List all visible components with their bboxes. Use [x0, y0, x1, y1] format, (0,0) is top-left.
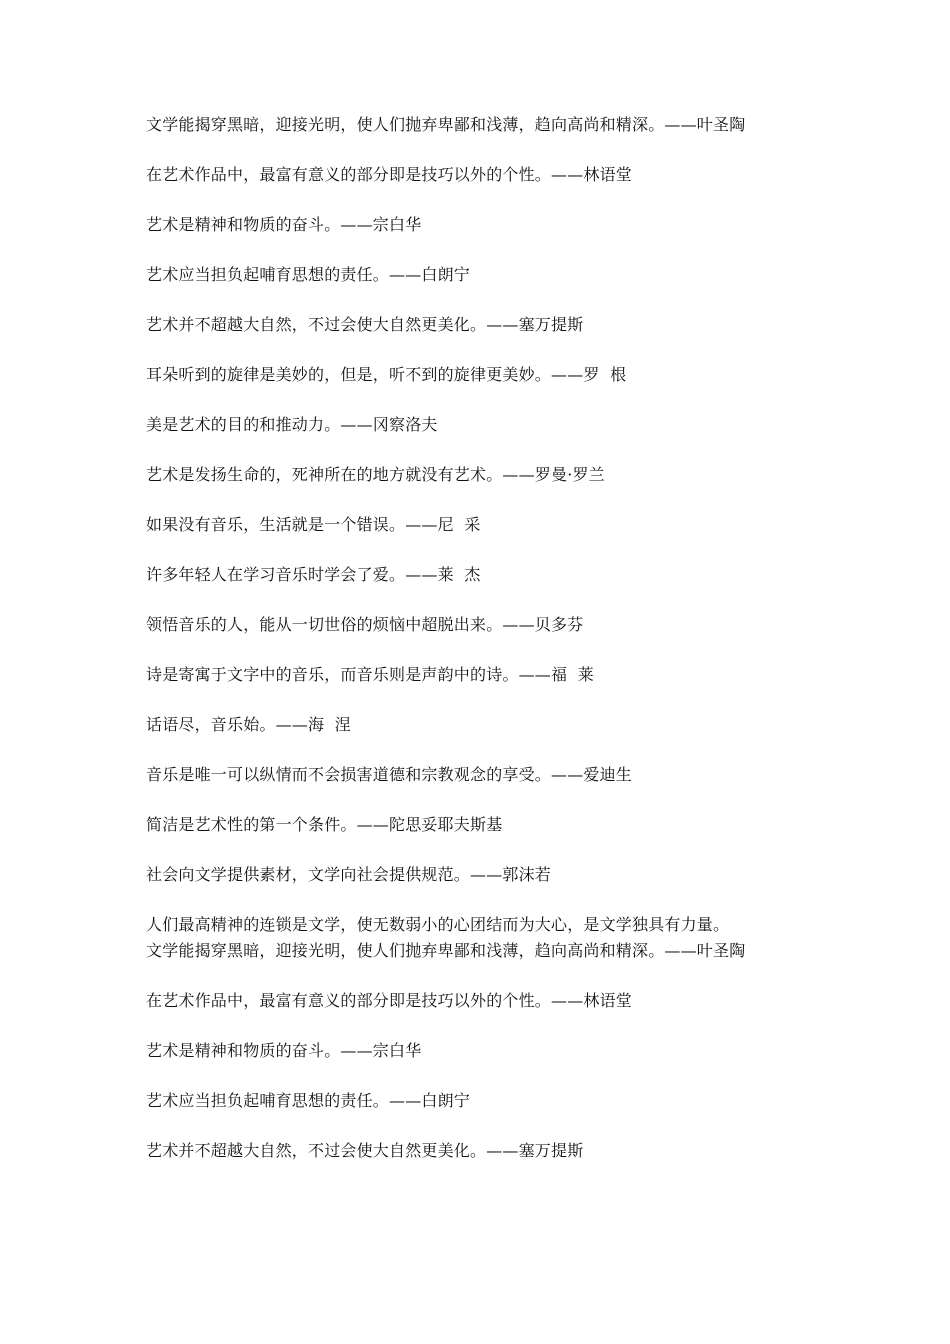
quote-paragraph: 话语尽，音乐始。——海 涅 — [146, 715, 351, 734]
quote-paragraph: 在艺术作品中，最富有意义的部分即是技巧以外的个性。——林语堂 — [146, 165, 633, 184]
quote-paragraph: 美是艺术的目的和推动力。——冈察洛夫 — [146, 415, 438, 434]
quote-paragraph: 在艺术作品中，最富有意义的部分即是技巧以外的个性。——林语堂 — [146, 991, 633, 1010]
quote-paragraph: 领悟音乐的人，能从一切世俗的烦恼中超脱出来。——贝多芬 — [146, 615, 584, 634]
quote-paragraph: 文学能揭穿黑暗，迎接光明，使人们抛弃卑鄙和浅薄，趋向高尚和精深。——叶圣陶 — [146, 941, 746, 960]
quote-paragraph: 诗是寄寓于文字中的音乐，而音乐则是声韵中的诗。——福 莱 — [146, 665, 594, 684]
quote-paragraph: 艺术是精神和物质的奋斗。——宗白华 — [146, 215, 422, 234]
quote-paragraph: 艺术应当担负起哺育思想的责任。——白朗宁 — [146, 1091, 471, 1110]
quote-paragraph: 社会向文学提供素材，文学向社会提供规范。——郭沫若 — [146, 865, 552, 884]
quote-paragraph: 许多年轻人在学习音乐时学会了爱。——莱 杰 — [146, 565, 481, 584]
quote-paragraph: 艺术应当担负起哺育思想的责任。——白朗宁 — [146, 265, 471, 284]
quote-paragraph: 人们最高精神的连锁是文学，使无数弱小的心团结而为大心，是文学独具有力量。 — [146, 915, 730, 934]
quote-paragraph: 耳朵听到的旋律是美妙的，但是，听不到的旋律更美妙。——罗 根 — [146, 365, 627, 384]
quote-paragraph: 艺术并不超越大自然，不过会使大自然更美化。——塞万提斯 — [146, 1141, 584, 1160]
quote-paragraph: 艺术是发扬生命的，死神所在的地方就没有艺术。——罗曼·罗兰 — [146, 465, 605, 484]
quote-paragraph: 文学能揭穿黑暗，迎接光明，使人们抛弃卑鄙和浅薄，趋向高尚和精深。——叶圣陶 — [146, 115, 746, 134]
quote-paragraph: 艺术是精神和物质的奋斗。——宗白华 — [146, 1041, 422, 1060]
quote-paragraph: 艺术并不超越大自然，不过会使大自然更美化。——塞万提斯 — [146, 315, 584, 334]
quote-paragraph: 音乐是唯一可以纵情而不会损害道德和宗教观念的享受。——爱迪生 — [146, 765, 633, 784]
quote-paragraph: 简洁是艺术性的第一个条件。——陀思妥耶夫斯基 — [146, 815, 503, 834]
document-body — [146, 112, 816, 1188]
quote-paragraph: 如果没有音乐，生活就是一个错误。——尼 采 — [146, 515, 481, 534]
